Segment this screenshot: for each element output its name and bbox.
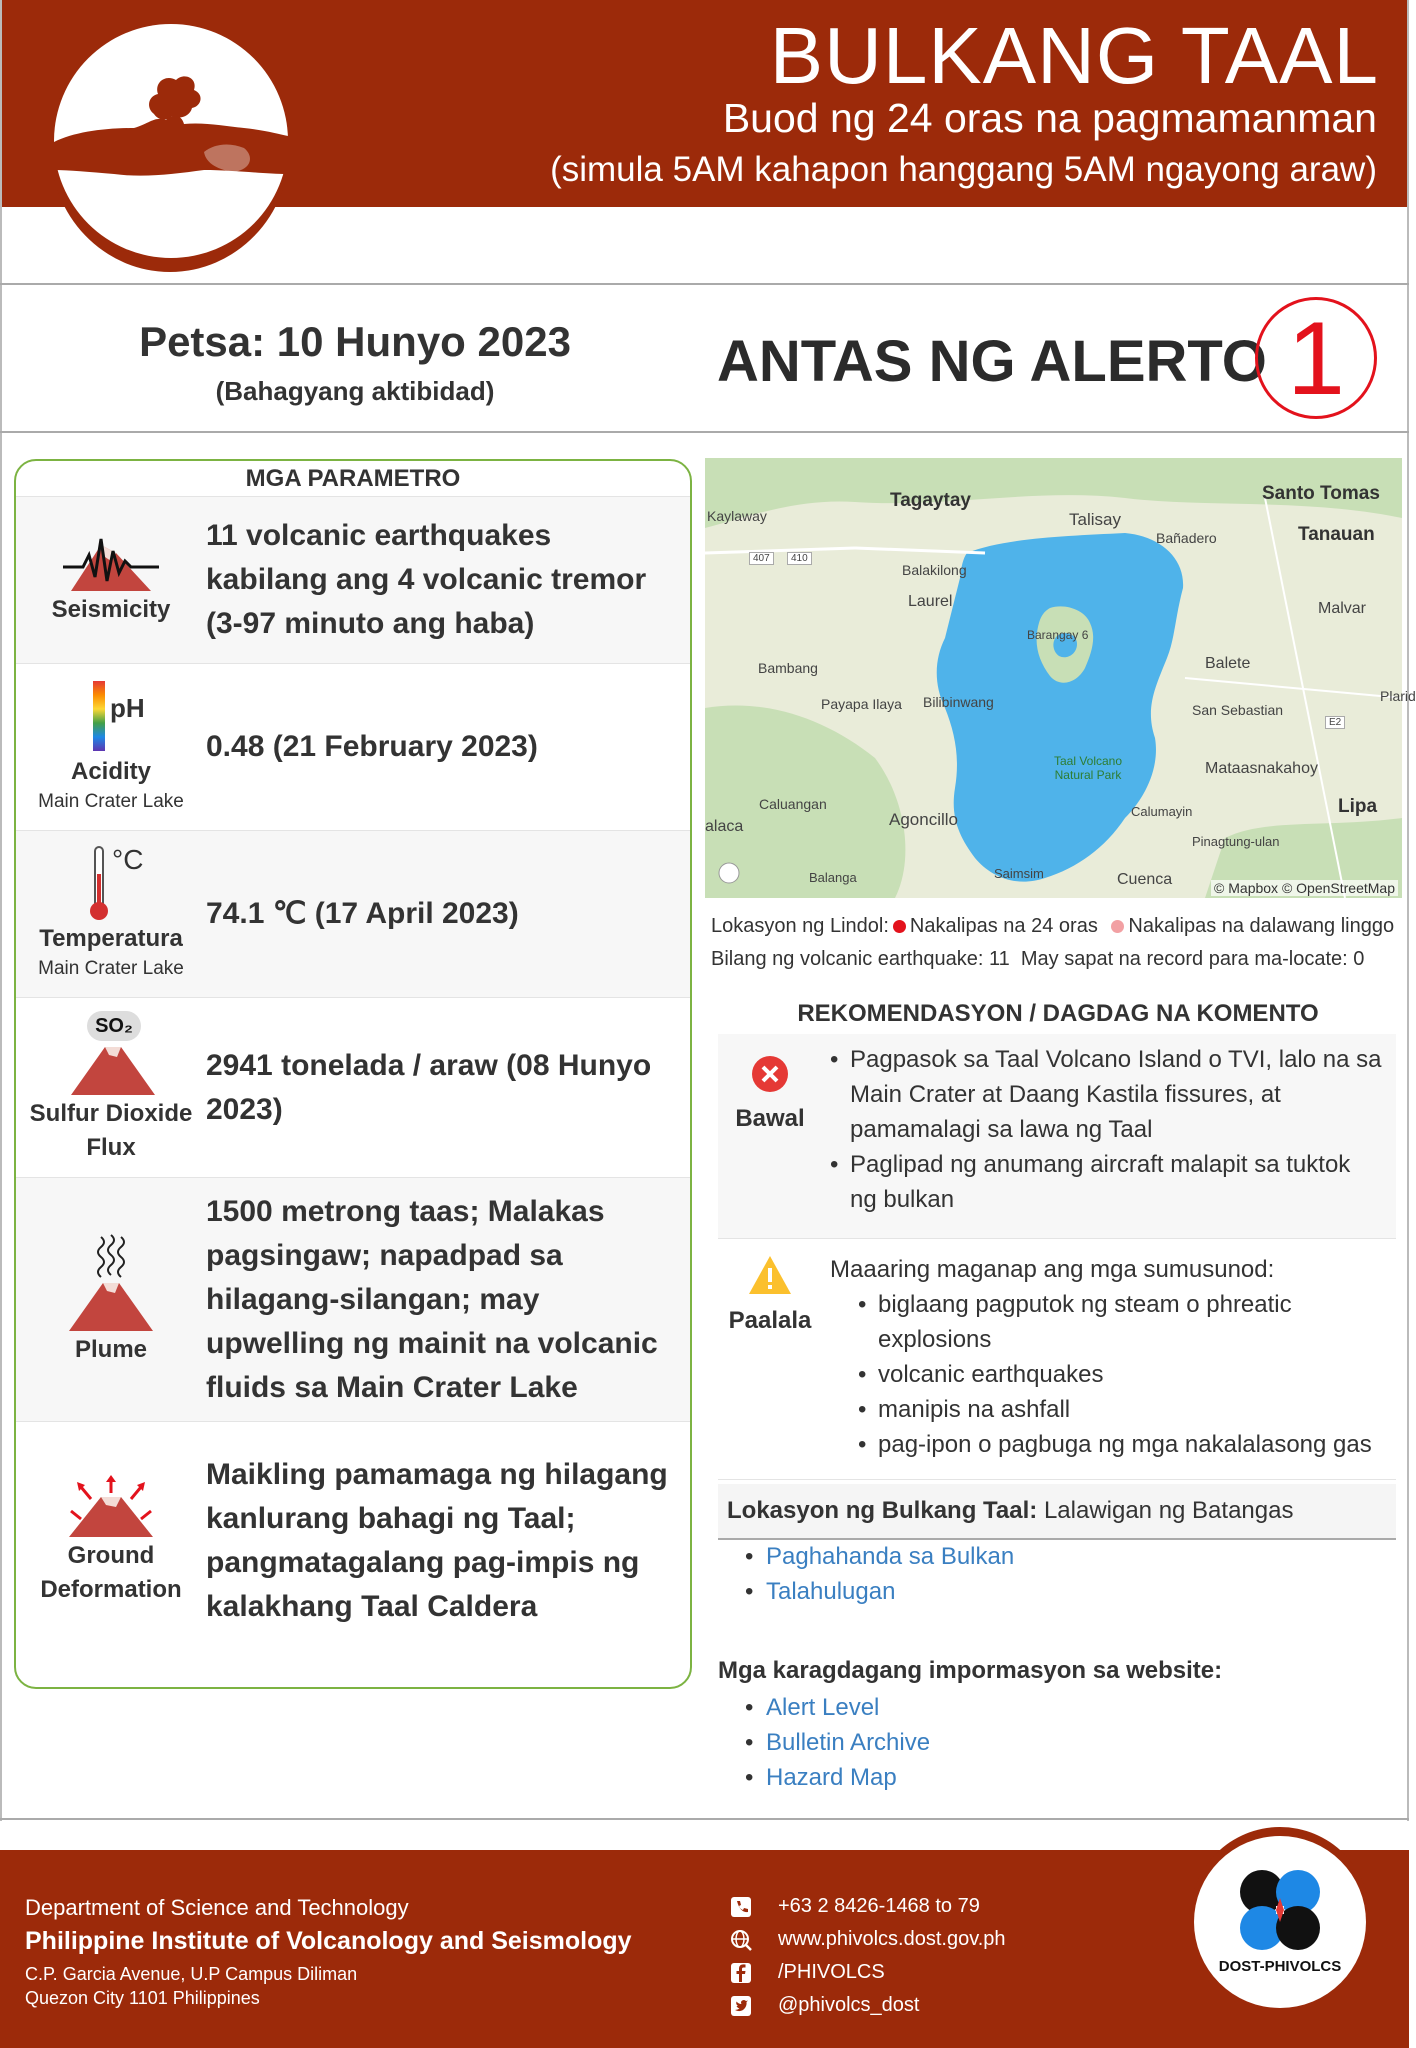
link-item[interactable] [745,1690,930,1725]
param-value: 2941 tonelada / araw (08 Hunyo 2023) [206,1048,652,1126]
link-alert-level[interactable]: Alert Level [766,1694,880,1721]
param-label: Plume [74,1335,148,1363]
facebook-icon [730,1962,752,1984]
link-item[interactable] [745,1725,930,1760]
list-item: • pag-ipon o pagbuga ng mga nakalalasong gas [856,1427,1396,1462]
website-links [745,1690,930,1795]
warning-icon [747,1254,793,1296]
earthquake-counts: Bilang ng volcanic earthquake: 11 May sapat na record para ma-locate: 0 [711,948,1365,970]
reminder-intro: Maaaring maganap ang mga sumusunod: [830,1256,1275,1283]
param-label: Sulfur Dioxide Flux [29,1099,193,1161]
list-item: • volcanic earthquakes [856,1357,1396,1392]
map-label: Mataasnakahoy [1205,760,1318,777]
earthquake-legend: Lokasyon ng Lindol: Nakalipas na 24 oras Nakalipas na dalawang linggo [711,915,1395,937]
map-label: Saimsim [994,866,1044,881]
map-label: Calumayin [1131,804,1193,819]
more-info-title: Mga karagdagang impormasyon sa website: [718,1657,1223,1684]
map-label: Cuenca [1117,871,1173,888]
link-hazard-map[interactable]: Hazard Map [766,1764,897,1791]
resource-links [745,1539,1014,1609]
link-bulletin-archive[interactable]: Bulletin Archive [766,1729,931,1756]
footer-department: Department of Science and Technology [25,1895,409,1920]
twitter-icon [730,1995,752,2017]
param-row-deformation [16,1422,690,1660]
list-item: • manipis na ashfall [856,1392,1396,1427]
list-item: • biglaang pagputok ng steam o phreatic explosions [856,1287,1396,1357]
param-row-so2 [16,998,690,1178]
map-label: Santo Tomas [1262,483,1380,504]
monitoring-period: (simula 5AM kahapon hanggang 5AM ngayong araw) [550,150,1377,189]
divider [0,283,1409,285]
divider [0,1818,1409,1820]
prohibited-section [718,1034,1396,1239]
list-item: • Paglipad ng anumang aircraft malapit sa tuktok ng bulkan [828,1147,1383,1217]
reminder-list [856,1287,1396,1462]
road-marker: 410 [787,552,812,565]
param-label: Acidity [70,758,151,785]
contact-website[interactable]: www.phivolcs.dost.gov.ph [730,1928,1006,1951]
param-value: Maikling pamamaga ng hilagang kanlurang bahagi ng Taal; pangmatagalang pag-impis ng kalakhang Taal Caldera [206,1458,668,1623]
map-label: Lipa [1338,796,1378,817]
page-subtitle: Buod ng 24 oras na pagmamanman [722,95,1377,141]
parameters-panel [14,459,692,1689]
prohibited-label: Bawal [735,1105,805,1132]
map-label: Taal Volcano Natural Park [1053,754,1123,782]
seismicity-icon [61,533,161,593]
page-title: BULKANG TAAL [769,11,1379,100]
deformation-volcano-icon [61,1475,161,1539]
param-value: 1500 metrong taas; Malakas pagsingaw; napadpad sa hilagang-silangan; may upwelling ng mainit na volcanic fluids sa Main Crater Lake [206,1194,658,1404]
ph-scale-icon: pH [66,679,156,755]
map-label: alaca [705,818,744,835]
dost-phivolcs-logo [1194,1836,1366,2008]
param-value: 74.1 ℃ (17 April 2023) [206,897,519,930]
phone-icon [730,1896,752,1918]
param-sublabel: Main Crater Lake [38,791,184,812]
param-row-temperature [16,831,690,998]
map-label: Bañadero [1156,530,1217,546]
contact-phone[interactable]: +63 2 8426-1468 to 79 [730,1895,980,1918]
reminder-section [718,1240,1396,1480]
param-row-acidity [16,664,690,831]
parameters-title: MGA PARAMETRO [16,461,690,497]
recommendations-title: REKOMENDASYON / DAGDAG NA KOMENTO [797,1000,1319,1027]
legend-dot-twoweeks-icon [1111,920,1124,933]
param-label: Ground Deformation [40,1542,182,1603]
link-preparedness[interactable]: Paghahanda sa Bulkan [766,1543,1015,1570]
divider [0,431,1409,433]
map-label: Talisay [1069,510,1121,529]
map-label: Malvar [1318,600,1367,617]
reminder-label: Paalala [728,1307,812,1334]
param-row-plume [16,1178,690,1422]
link-glossary[interactable]: Talahulugan [766,1578,896,1605]
map-label: Plarid [1380,688,1416,704]
bulletin-date: Petsa: 10 Hunyo 2023 [139,318,571,365]
map-label: Barangay 6 [1027,628,1089,642]
map-label: Tanauan [1298,524,1375,545]
footer-address-line1: C.P. Garcia Avenue, U.P Campus Diliman [25,1964,358,1984]
volcano-location: Lokasyon ng Bulkang Taal: Lalawigan ng Batangas [718,1484,1396,1540]
contact-twitter[interactable]: @phivolcs_dost [730,1994,919,2017]
list-item: • Pagpasok sa Taal Volcano Island o TVI, lalo na sa Main Crater at Daang Kastila fissures, at pamamalagi sa lawa ng Taal [828,1042,1383,1147]
prohibited-icon [750,1054,790,1094]
plume-volcano-icon [61,1233,161,1333]
param-value: 11 volcanic earthquakes kabilang ang 4 volcanic tremor (3-97 minuto ang haba) [206,519,647,640]
param-label: Seismicity [51,596,171,623]
contact-facebook[interactable]: /PHIVOLCS [730,1961,885,1984]
road-marker: E2 [1325,716,1345,729]
map-label: Bambang [758,660,818,676]
map-label: Agoncillo [889,810,958,829]
thermometer-icon: °C [66,846,156,922]
map-label: San Sebastian [1192,702,1284,718]
legend-dot-recent-icon [893,920,906,933]
footer-institute: Philippine Institute of Volcanology and Seismology [25,1927,632,1955]
map-label: Laurel [908,593,953,610]
footer-address-line2: Quezon City 1101 Philippines [25,1988,260,2008]
alert-level-badge: 1 [1255,297,1377,419]
map-label: Tagaytay [890,490,971,511]
map-label: Payapa Ilaya [821,696,902,712]
param-label: Temperatura [39,925,183,952]
road-marker: 407 [749,552,774,565]
activity-level-text: (Bahagyang aktibidad) [215,376,495,406]
so2-volcano-icon: SO₂ [61,1011,161,1097]
alert-level-label: ANTAS NG ALERTO [717,329,1267,394]
map-label: Bilibinwang [923,694,994,710]
link-item[interactable] [745,1760,930,1795]
map-label: Kaylaway [707,508,767,524]
map-label: Balakilong [902,562,967,578]
globe-icon [730,1929,752,1951]
link-item[interactable] [745,1539,1014,1574]
earthquake-location-map[interactable] [705,458,1416,898]
prohibited-list [828,1042,1383,1217]
param-sublabel: Main Crater Lake [38,958,184,979]
map-label: Pinagtung-ulan [1192,834,1280,849]
param-value: 0.48 (21 February 2023) [206,730,538,763]
map-attribution[interactable]: © Mapbox © OpenStreetMap [1211,880,1398,896]
dost-logo-text: DOST-PHIVOLCS [1218,1958,1342,1975]
map-label: Balete [1205,655,1251,672]
link-item[interactable] [745,1574,1014,1609]
map-label: Caluangan [759,796,827,812]
map-label: Balanga [809,870,857,885]
param-row-seismicity [16,497,690,664]
dost-logo-icon [1194,1836,1366,2008]
